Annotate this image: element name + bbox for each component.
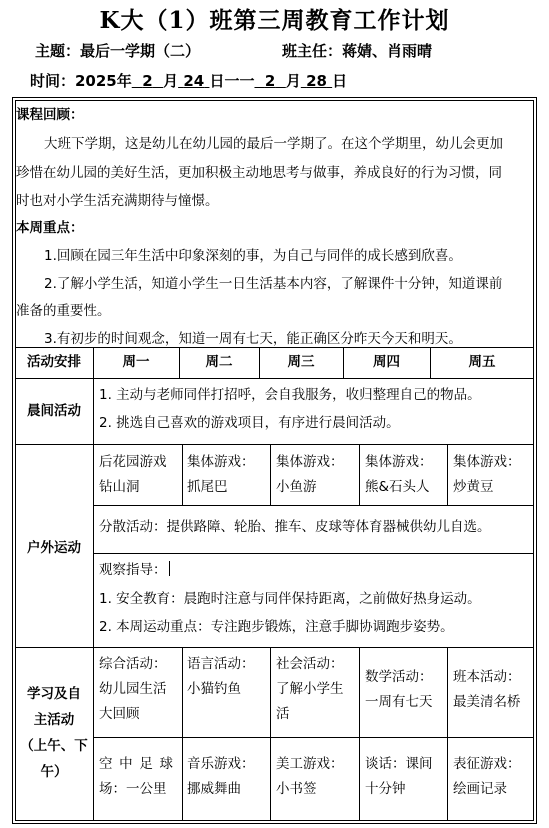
day-dash: 日一一: [209, 72, 255, 90]
outdoor-game-tue: 集体游戏： 抓尾巴: [187, 454, 255, 495]
morning-line-1: 1. 主动与老师同伴打招呼，会自我服务，收归整理自己的物品。: [99, 387, 481, 403]
review-line-2: 珍惜在幼儿园的美好生活，更加积极主动地思考与做事，养成良好的行为习惯，同: [16, 165, 502, 181]
day-header-fri: 周五: [468, 354, 496, 370]
study-wed-2: 美工游戏： 小书签: [276, 756, 344, 797]
observe-guide[interactable]: [99, 558, 170, 583]
study-tue-1: 语言活动： 小猫钓鱼: [187, 656, 255, 697]
end-day: 28: [306, 72, 327, 90]
study-mon-2: 空中足球 场：一公里: [99, 756, 173, 797]
focus-line-1: 1.回顾在园三年生活中印象深刻的事，为自己与同伴的成长感到欣喜。: [44, 248, 462, 264]
guide-line-2: 2. 本周运动重点：专注跑步锻炼，注意手脚协调跑步姿势。: [99, 619, 454, 635]
outdoor-scatter: 分散活动：提供路障、轮胎、推车、皮球等体育器械供幼儿自选。: [99, 519, 491, 535]
theme-label: 主题：最后一学期（二）: [35, 42, 201, 60]
grid-line: [93, 347, 94, 821]
start-month: 2: [142, 72, 153, 90]
grid-line: [447, 647, 448, 821]
day-header-tue: 周二: [205, 354, 233, 370]
date-range: [30, 70, 347, 91]
day-char: 日: [332, 72, 348, 90]
morning-label: 晨间活动: [27, 403, 81, 419]
grid-line: [270, 647, 271, 821]
outdoor-label: 户外运动: [27, 540, 81, 556]
start-day: 24: [183, 72, 205, 90]
month-char-2: 月: [285, 72, 301, 90]
focus-line-4: 3.有初步的时间观念，知道一周有七天，能正确区分昨天今天和明天。: [44, 331, 462, 347]
grid-line: [270, 444, 271, 505]
outdoor-game-fri: 集体游戏： 炒黄豆: [453, 454, 521, 495]
day-header-wed: 周三: [287, 354, 315, 370]
grid-line: [182, 647, 183, 821]
outdoor-game-mon: 后花园游戏 钻山洞: [99, 454, 167, 495]
study-mon-1: 综合活动： 幼儿园生活 大回顾: [99, 656, 167, 722]
grid-line: [359, 647, 360, 821]
month-char: 月: [163, 72, 179, 90]
time-label: 时间：2025年: [30, 72, 132, 90]
focus-line-3: 准备的重要性。: [16, 303, 111, 319]
grid-line: [182, 444, 183, 505]
grid-line: [93, 553, 534, 554]
outdoor-game-wed: 集体游戏： 小鱼游: [276, 454, 344, 495]
study-thu-1: 数学活动： 一周有七天: [365, 669, 433, 710]
study-tue-2: 音乐游戏： 挪威舞曲: [187, 756, 255, 797]
guide-line-1: 1. 安全教育：晨跑时注意与同伴保持距离，之前做好热身运动。: [99, 591, 481, 607]
focus-heading: 本周重点：: [16, 220, 84, 236]
review-line-3: 时也对小学生活充满期待与憧憬。: [16, 193, 219, 209]
observe-guide-title: 观察指导：: [99, 562, 167, 578]
grid-line: [93, 737, 534, 738]
day-header-thu: 周四: [373, 354, 400, 370]
day-header-mon: 周一: [122, 354, 150, 370]
study-thu-2: 谈话：课间 十分钟: [365, 756, 433, 797]
page-title: K大（1）班第三周教育工作计划: [99, 7, 450, 34]
review-line-1: 大班下学期，这是幼儿在幼儿园的最后一学期了。在这个学期里，幼儿会更加: [44, 136, 503, 152]
study-label: 学习及自 主活动 （上午、下 午）: [20, 686, 88, 780]
teacher-label: 班主任：蒋婧、肖雨晴: [282, 42, 433, 60]
grid-line: [93, 505, 534, 506]
focus-line-2: 2.了解小学生活，知道小学生一日生活基本内容，了解课件十分钟，知道课前: [44, 276, 503, 292]
study-fri-2: 表征游戏： 绘画记录: [453, 756, 521, 797]
morning-line-2: 2. 挑选自己喜欢的游戏项目，有序进行晨间活动。: [99, 415, 400, 431]
grid-line: [447, 444, 448, 505]
study-fri-1: 班本活动： 最美清名桥: [453, 669, 521, 710]
text-cursor: [169, 561, 171, 576]
end-month: 2: [264, 72, 276, 90]
outdoor-game-thu: 集体游戏： 熊&石头人: [365, 454, 433, 495]
grid-line: [359, 444, 360, 505]
corner-header: 活动安排: [27, 354, 81, 370]
review-heading: 课程回顾：: [16, 107, 84, 123]
study-wed-1: 社会活动： 了解小学生 活: [276, 656, 344, 722]
